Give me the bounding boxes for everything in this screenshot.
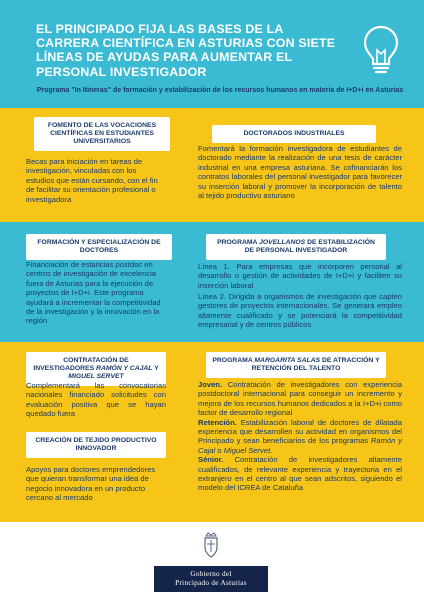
government-logo [154,566,268,592]
coat-of-arms-icon [196,530,226,560]
doctorados-heading: DOCTORADOS INDUSTRIALES [212,125,376,143]
formacion-body: Financiación de estancias postdoc en centros de investigación de excelencia fuera de Asturias para la ejecución de proyectos de I+D+i. Este programa ayudará a incrementar la competitividad de la investigación y la innovación en la región [26,260,161,326]
gov-line-1: Gobierno del [190,570,232,578]
tejido-heading: CREACIÓN DE TEJIDO PRODUCTIVO INNOVADOR [26,432,166,458]
jovellanos-line-2: Línea 2. Dirigida a organismos de investigación que capten gestores de proyectos internacionales. Se generará empleo altamente cualificado y se potenciará la competitividad empresarial y de centros públicos [198,292,402,330]
gov-line-2: Principado de Asturias [175,578,247,587]
doctorados-body: Fomentará la formación investigadora de estudiantes de doctorado mediante la realización de una tesis de carácter industrial en una empresa asturiana. Se cofinanciarán los contratos laborales del personal investigador para favorecer su inserción laboral y promover la incorporación de talento al tejido productivo asturiano [198,144,402,201]
contratacion-heading: CONTRATACIÓN DE INVESTIGADORES RAMÓN Y CAJAL Y MIGUEL SERVET [26,352,166,386]
fomento-body: Becas para iniciación en tareas de investigación, vinculadas con los estudios que están cursando, con el fin de facilitar su orientación profesional o investigadora [26,157,158,204]
margarita-heading: PROGRAMA MARGARITA SALAS DE ATRACCIÓN Y RETENCIÓN DEL TALENTO [206,352,386,378]
lightbulb-icon [362,24,400,76]
formacion-heading: FORMACIÓN Y ESPECIALIZACIÓN DE DOCTORES [26,234,172,260]
contratacion-body: Complementará las convocatorias nacionales financiado solicitudes con evaluación positiva que se hayan quedado fuera [26,381,166,419]
jovellanos-heading: PROGRAMA JOVELLANOS DE ESTABILIZACIÓN DE PERSONAL INVESTIGADOR [206,234,386,260]
page-subtitle: Programa "In Itineras" de formación y estabilización de los recursos humanos en materia de I+D+i en Asturias [36,87,404,94]
tejido-body: Apoyos para doctores emprendedores que quieran transformar una idea de negocio innovadora en un producto cercano al mercado [26,465,156,503]
jovellanos-line-1: Línea 1. Para empresas que incorporen personal al desarrollo o gestión de actividades de I+D+i y faciliten su inserción laboral [198,262,402,290]
page-title: EL PRINCIPADO FIJA LAS BASES DE LA CARRERA CIENTÍFICA EN ASTURIAS CON SIETE LÍNEAS DE AYUDAS PARA AUMENTAR EL PERSONAL INVESTIGADOR [36,22,336,79]
margarita-body: Joven. Contratación de investigadores con experiencia postdoctoral internacional para conseguir un incremento y mejora de los recursos humanos dedicados a la I+D+i como factor de desarrollo regional Retención. Estabilización laboral de doctores de dilatada experiencia que desarrollen su actividad en organismos del Principado y sean beneficiarios de los programas Ramón y Cajal o Miguel Servet. Sénior. Contratación de investigadores altamente cualificados, de relevante experiencia y trayectoria en el extranjero en el centro al que sean adscritos, siguiendo el modelo del ICREA de Cataluña [198,380,402,493]
fomento-heading: FOMENTO DE LAS VOCACIONES CIENTÍFICAS EN ESTUDIANTES UNIVERSITARIOS [34,117,170,151]
